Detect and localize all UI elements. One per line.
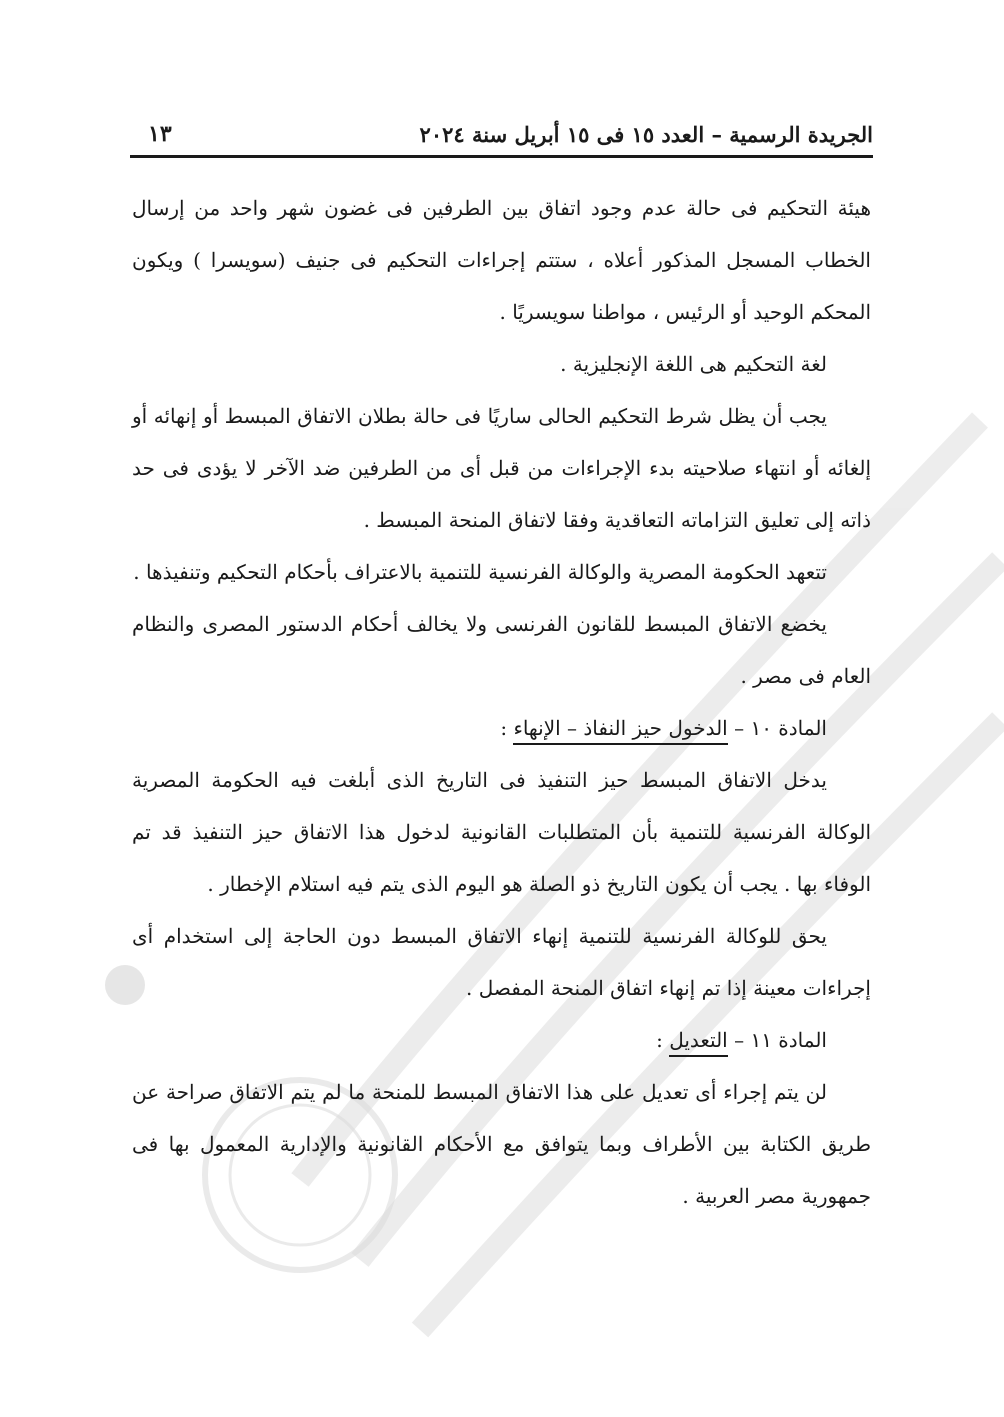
document-body <box>132 182 871 1222</box>
paragraph-entry-into-force: يدخل الاتفاق المبسط حيز التنفيذ فى التاريخ الذى أبلغت فيه الحكومة المصرية الوكالة الفرنسية للتنمية بأن المتطلبات القانونية لدخول هذا الاتفاق حيز التنفيذ قد تم الوفاء بها . يجب أن يكون التاريخ ذو الصلة هو اليوم الذى يتم فيه استلام الإخطار . <box>132 768 871 896</box>
paragraph-amendment: لن يتم إجراء أى تعديل على هذا الاتفاق المبسط للمنحة ما لم يتم الاتفاق صراحة عن طريق الكتابة بين الأطراف وبما يتوافق مع الأحكام القانونية والإدارية المعمول بها فى جمهورية مصر العربية . <box>132 1080 871 1208</box>
paragraph-governing-law: يخضع الاتفاق المبسط للقانون الفرنسى ولا يخالف أحكام الدستور المصرى والنظام العام فى مصر . <box>132 612 871 688</box>
paragraph-arbitration-language: لغة التحكيم هى اللغة الإنجليزية . <box>560 352 827 376</box>
article-11-suffix: : <box>656 1028 670 1052</box>
article-11-prefix: المادة ١١ – <box>727 1028 827 1052</box>
article-11-title: التعديل <box>669 1028 728 1057</box>
article-11-heading <box>132 1014 871 1066</box>
page-number: ١٣ <box>148 121 172 147</box>
article-10-title: الدخول حيز النفاذ – الإنهاء <box>513 716 727 745</box>
article-10-prefix: المادة ١٠ – <box>727 716 827 740</box>
paragraph-termination: يحق للوكالة الفرنسية للتنمية إنهاء الاتفاق المبسط دون الحاجة إلى استخدام أى إجراءات معينة إذا تم إنهاء اتفاق المنحة المفصل . <box>132 924 871 1000</box>
paragraph-arbitration-validity: يجب أن يظل شرط التحكيم الحالى ساريًا فى حالة بطلان الاتفاق المبسط أو إنهائه أو إلغائه أو انتهاء صلاحيته بدء الإجراءات من قبل أى من الطرفين ضد الآخر لا يؤدى فى حد ذاته إلى تعليق التزاماته التعاقدية وفقا لاتفاق المنحة المبسط . <box>132 404 871 532</box>
article-10-heading <box>132 702 871 754</box>
paragraph-arbitration-enforcement: تتعهد الحكومة المصرية والوكالة الفرنسية للتنمية بالاعتراف بأحكام التحكيم وتنفيذها . <box>133 560 827 584</box>
paragraph-arbitration-seat: هيئة التحكيم فى حالة عدم وجود اتفاق بين الطرفين فى غضون شهر واحد من إرسال الخطاب المسجل المذكور أعلاه ، ستتم إجراءات التحكيم فى جنيف (سويسرا ) ويكون المحكم الوحيد أو الرئيس ، مواطنا سويسريًا . <box>132 196 871 324</box>
gazette-title: الجريدة الرسمية – العدد ١٥ فى ١٥ أبريل سنة ٢٠٢٤ <box>419 122 873 147</box>
article-10-suffix: : <box>500 716 514 740</box>
page-header <box>130 110 873 158</box>
